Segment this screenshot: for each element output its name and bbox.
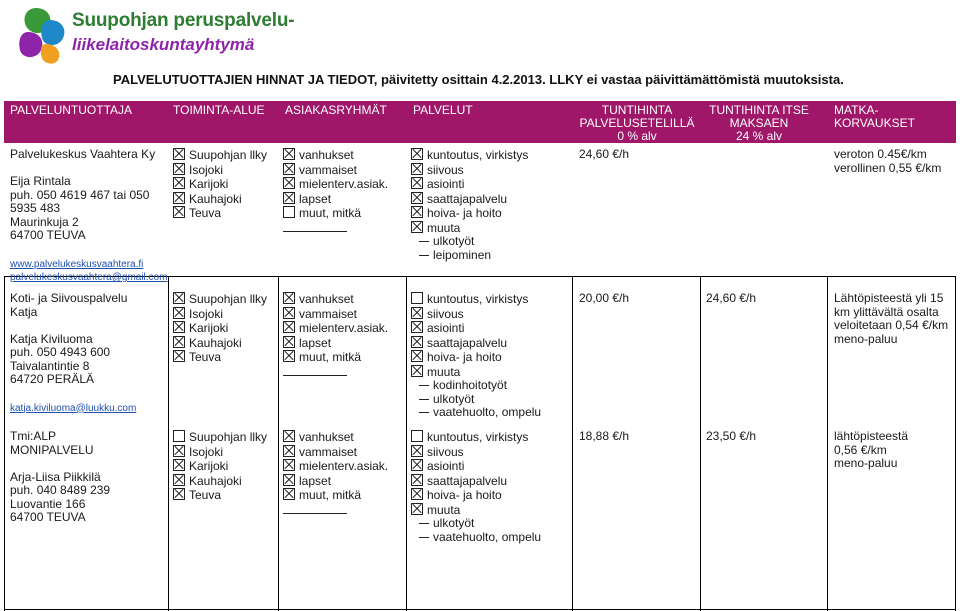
group-list [283,430,388,517]
service-label: saattajapalvelu [427,473,508,488]
checkbox[interactable] [173,474,185,486]
provider-name: Palvelukeskus Vaahtera Ky [10,147,156,161]
header-travel-line1: MATKA- [834,103,879,117]
area-label: Kauhajoki [189,335,242,350]
service-label: muuta [427,364,461,379]
dash [419,412,429,413]
checkbox[interactable] [173,459,185,471]
area-list [173,292,267,365]
dash [419,399,429,400]
logo [14,4,295,66]
service-extra: ulkotyöt [433,516,475,530]
checkbox[interactable] [173,307,185,319]
checkbox[interactable] [411,221,423,233]
checkbox[interactable] [411,445,423,457]
header-groups: ASIAKASRYHMÄT [285,103,387,117]
contact-person: Eija Rintala [10,174,71,188]
group-label: vanhukset [299,430,354,444]
header-price-self-line3: 24 % alv [735,129,783,143]
service-label: siivous [427,444,464,459]
service-extra: kodinhoitotyöt [433,378,508,392]
service-extra: vaatehuolto, ompelu [433,529,542,544]
travel-line: lähtöpisteestä [834,429,909,443]
header-price-voucher [572,104,702,143]
checkbox[interactable] [173,321,185,333]
area-list [173,148,267,221]
website-link[interactable]: www.palvelukeskusvaahtera.fi [10,258,144,270]
checkbox[interactable] [411,206,423,218]
phone: puh. 050 4943 600 [10,345,111,359]
header-services: PALVELUT [413,103,473,117]
area-label: Teuva [189,206,222,220]
checkbox[interactable] [173,206,185,218]
service-label: asiointi [427,177,465,191]
area-label: Karijoki [189,177,229,191]
service-label: muuta [427,502,461,517]
phone: puh. 050 4619 467 tai 050 [10,187,150,202]
travel-line: meno-paluu [834,456,898,470]
service-extra: vaatehuolto, ompelu [433,405,542,419]
area-label: Suupohjan llky [189,148,268,162]
provider-name: Koti- ja Siivouspalvelu [10,291,128,305]
checkbox[interactable] [283,192,295,204]
phone-cont: 5935 483 [10,201,61,215]
logo-line-1: Suupohjan peruspalvelu- [72,10,295,31]
checkbox[interactable] [411,336,423,348]
travel-info [834,148,941,175]
header-price-voucher-line3: 0 % alv [617,129,657,143]
column-divider [4,276,5,611]
checkbox[interactable] [283,321,295,333]
travel-line: verollinen 0,55 €/km [834,160,942,175]
column-divider [955,276,956,611]
header-provider: PALVELUNTUOTTAJA [10,103,133,117]
column-divider [278,276,279,611]
checkbox[interactable] [411,488,423,500]
checkbox[interactable] [411,474,423,486]
group-label: lapset [299,335,332,350]
logo-mark-icon [14,6,70,66]
dash [419,241,429,242]
group-label: lapset [299,473,332,488]
provider-line [10,319,136,333]
postal: 64720 PERÄLÄ [10,372,95,386]
area-label: Isojoki [189,162,224,177]
group-list [283,148,388,235]
row-divider [4,609,956,610]
checkbox[interactable] [411,503,423,515]
checkbox[interactable] [411,148,423,160]
group-label: vammaiset [299,306,358,321]
service-label: saattajapalvelu [427,191,508,206]
group-label: mielenterv.asiak. [299,321,389,335]
column-divider [572,276,573,611]
postal: 64700 TEUVA [10,510,86,524]
street: Luovantie 166 [10,496,86,511]
checkbox[interactable] [283,445,295,457]
checkbox[interactable] [173,192,185,204]
area-label: Isojoki [189,444,224,459]
column-divider [700,276,701,611]
service-label: hoiva- ja hoito [427,488,502,502]
price-voucher: 18,88 €/h [579,429,630,443]
area-label: Teuva [189,350,222,364]
area-label: Kauhajoki [189,473,242,488]
area-label: Karijoki [189,459,229,473]
logo-line-2: liikelaitoskuntayhtymä [72,35,255,54]
travel-info [834,430,908,471]
dash [419,537,429,538]
service-label: asiointi [427,321,465,335]
checkbox[interactable] [173,350,185,362]
header-area: TOIMINTA-ALUE [173,103,265,117]
checkbox[interactable] [411,163,423,175]
service-label: asiointi [427,459,465,473]
checkbox[interactable] [283,474,295,486]
checkbox[interactable] [283,459,295,471]
group-label: muut, mitkä [299,350,362,364]
travel-line: Lähtöpisteestä yli 15 [834,291,944,305]
blank-line [283,365,347,376]
provider-line [10,162,167,176]
header-price-self [697,104,821,143]
group-label: vanhukset [299,292,354,306]
travel-info [834,292,948,346]
postal: 64700 TEUVA [10,228,86,242]
service-label: siivous [427,162,464,177]
provider-name: Tmi:ALP [10,429,57,443]
dash [419,385,429,386]
column-divider [406,276,407,611]
group-list [283,292,388,379]
contact-person: Katja Kiviluoma [10,331,93,346]
area-label: Suupohjan llky [189,430,268,444]
page-title: PALVELUTUOTTAJIEN HINNAT JA TIEDOT, päivitetty osittain 4.2.2013. LLKY ei vastaa päivittämättömistä muutoksista. [113,72,844,87]
checkbox[interactable] [411,321,423,333]
checkbox[interactable] [283,307,295,319]
checkbox[interactable] [283,163,295,175]
price-voucher: 20,00 €/h [579,291,630,305]
price-voucher: 24,60 €/h [579,147,630,161]
checkbox[interactable] [411,177,423,189]
dash [419,255,429,256]
group-label: mielenterv.asiak. [299,177,389,191]
checkbox[interactable] [411,307,423,319]
checkbox[interactable] [173,445,185,457]
provider-name-2: Katja [10,304,38,319]
service-list [411,430,541,544]
group-label: mielenterv.asiak. [299,459,389,473]
price-self: 24,60 €/h [706,291,757,305]
service-label: hoiva- ja hoito [427,350,502,364]
header-travel-line2: KORVAUKSET [834,116,915,130]
phone: puh. 040 8489 239 [10,483,111,497]
street: Maurinkuja 2 [10,214,79,229]
service-label: kuntoutus, virkistys [427,430,529,444]
contact-person: Arja-Liisa Piikkilä [10,469,101,484]
table-row [10,292,136,415]
checkbox[interactable] [283,350,295,362]
area-label: Teuva [189,488,222,502]
travel-line: 0,56 €/km [834,442,887,457]
travel-line: veloitetaan 0,54 €/km [834,318,949,332]
area-label: Isojoki [189,306,224,321]
service-label: siivous [427,306,464,321]
service-label: kuntoutus, virkistys [427,292,529,306]
group-label: vammaiset [299,162,358,177]
checkbox[interactable] [283,148,295,160]
service-label: kuntoutus, virkistys [427,148,529,162]
service-list [411,148,528,262]
column-divider [827,276,828,611]
header-price-voucher-line1: TUNTIHINTA [601,103,673,117]
checkbox[interactable] [411,350,423,362]
checkbox[interactable] [411,459,423,471]
service-label: muuta [427,220,461,235]
area-label: Suupohjan llky [189,292,268,306]
provider-name-2: MONIPALVELU [10,442,94,457]
checkbox[interactable] [173,177,185,189]
checkbox[interactable] [283,488,295,500]
group-label: lapset [299,191,332,206]
service-list [411,292,541,420]
travel-line: meno-paluu [834,331,898,346]
dash [419,523,429,524]
service-extra: ulkotyöt [433,391,475,406]
checkbox[interactable] [283,206,295,218]
checkbox[interactable] [283,177,295,189]
area-label: Karijoki [189,321,229,335]
checkbox[interactable] [283,336,295,348]
checkbox[interactable] [411,430,423,442]
table-row [10,430,110,525]
header-price-voucher-line2: PALVELUSETELILLÄ [579,116,695,130]
area-label: Kauhajoki [189,191,242,206]
checkbox[interactable] [173,163,185,175]
provider-line [10,457,110,471]
email-link[interactable]: palvelukeskusvaahtera@gmail.com [10,272,168,283]
group-label: vanhukset [299,148,354,162]
blank-line [283,221,347,232]
travel-line: veroton 0.45€/km [834,147,927,161]
group-label: muut, mitkä [299,206,362,220]
area-list [173,430,267,503]
header-travel [834,104,915,130]
blank-line [283,503,347,514]
checkbox[interactable] [173,292,185,304]
checkbox[interactable] [411,365,423,377]
price-self: 23,50 €/h [706,429,757,443]
service-label: hoiva- ja hoito [427,206,502,220]
service-extra: ulkotyöt [433,234,475,248]
header-price-self-line1: TUNTIHINTA ITSE [709,103,809,117]
table-row [10,148,167,283]
header-price-self-line2: MAKSAEN [729,116,789,130]
checkbox[interactable] [173,336,185,348]
service-label: saattajapalvelu [427,335,508,350]
travel-line: km ylittävältä osalta [834,304,939,319]
checkbox[interactable] [173,148,185,160]
checkbox[interactable] [173,488,185,500]
checkbox[interactable] [283,292,295,304]
service-extra: leipominen [433,247,492,262]
checkbox[interactable] [173,430,185,442]
checkbox[interactable] [411,292,423,304]
group-label: vammaiset [299,444,358,459]
email-link[interactable]: katja.kiviluoma@luukku.com [10,402,137,414]
checkbox[interactable] [283,430,295,442]
street: Taivalantintie 8 [10,358,90,373]
checkbox[interactable] [411,192,423,204]
column-divider [168,276,169,611]
group-label: muut, mitkä [299,488,362,502]
